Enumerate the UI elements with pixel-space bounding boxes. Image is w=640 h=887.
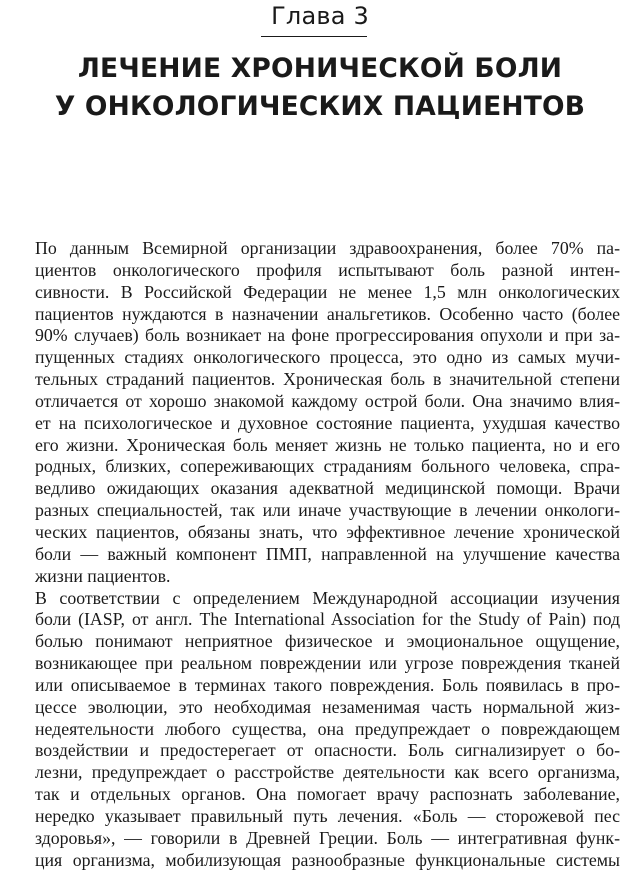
text-line: так и отдельных органов. Она помогает врачу распознать заболевание, [35, 784, 620, 805]
text-line: 90% случаев) боль возникает на фоне прогрессирования опухоли и при за- [35, 325, 620, 346]
chapter-title-line: У ОНКОЛОГИЧЕСКИХ ПАЦИЕНТОВ [54, 91, 586, 122]
chapter-underline [261, 36, 367, 37]
text-line: недеятельности любого существа, она предупреждает о повреждающем [35, 718, 620, 739]
chapter-label: Глава 3 [271, 2, 369, 30]
chapter-title [0, 50, 640, 126]
text-line: разных специальностей, так или иначе участвующие в лечении онкологи- [35, 500, 620, 521]
text-line: возникающее при реальном повреждении или угрозе повреждения тканей [35, 653, 620, 674]
text-line: циентов онкологического профиля испытывают боль разной интен- [35, 259, 620, 280]
text-line: боли (IASP, от англ. The International Association for the Study of Pain) под [35, 609, 620, 630]
text-line: цессе эволюции, это необходимая незаменимая часть нормальной жиз- [35, 696, 620, 717]
text-line: В соответствии с определением Международной ассоциации изучения [35, 587, 620, 608]
text-line: пущенных стадиях онкологического процесса, это одно из самых мучи- [35, 347, 620, 368]
text-line: ет на психологическое и духовное состояние пациента, ухудшая качество [35, 412, 620, 433]
text-line: пациентов нуждаются в назначении анальгетиков. Особенно часто (более [35, 303, 620, 324]
text-line: ция организма, мобилизующая разнообразные функциональные системы [35, 849, 620, 870]
text-line: или описываемое в терминах такого повреждения. Боль появилась в про- [35, 674, 620, 695]
text-line: По данным Всемирной организации здравоохранения, более 70% па- [35, 238, 620, 258]
text-line: болью понимают неприятное физическое и эмоциональное ощущение, [35, 631, 620, 652]
text-line: отличается от хорошо знакомой каждому острой боли. Она значимо влия- [35, 390, 620, 411]
text-line: нередко указывает правильный путь лечения. «Боль — сторожевой пес [35, 805, 620, 826]
text-line: жизни пациентов. [35, 565, 171, 586]
text-line: боли — важный компонент ПМП, направленной на улучшение качества [35, 543, 620, 564]
chapter-title-line: ЛЕЧЕНИЕ ХРОНИЧЕСКОЙ БОЛИ [77, 53, 563, 84]
paragraph [35, 238, 620, 588]
text-line: лезни, предупреждает о расстройстве деятельности как всего организма, [35, 762, 620, 783]
body-text [35, 238, 620, 871]
text-line: сивности. В Российской Федерации не менее 1,5 млн онкологических [35, 281, 620, 302]
text-line: воздействии и предостерегает от опасности. Боль сигнализирует о бо- [35, 740, 620, 761]
text-line: тельных страданий пациентов. Хроническая боль в значительной степени [35, 369, 620, 390]
paragraph [35, 588, 620, 872]
text-line: родных, близких, сопереживающих страданиям больного человека, спра- [35, 456, 620, 477]
text-line: ведливо ожидающих оказания адекватной медицинской помощи. Врачи [35, 478, 620, 499]
text-line: его жизни. Хроническая боль меняет жизнь не только пациента, но и его [35, 434, 620, 455]
text-line: здоровья», — говорили в Древней Греции. Боль — интегративная функ- [35, 827, 620, 848]
text-line: ческих пациентов, обязаны знать, что эффективное лечение хронической [35, 521, 620, 542]
